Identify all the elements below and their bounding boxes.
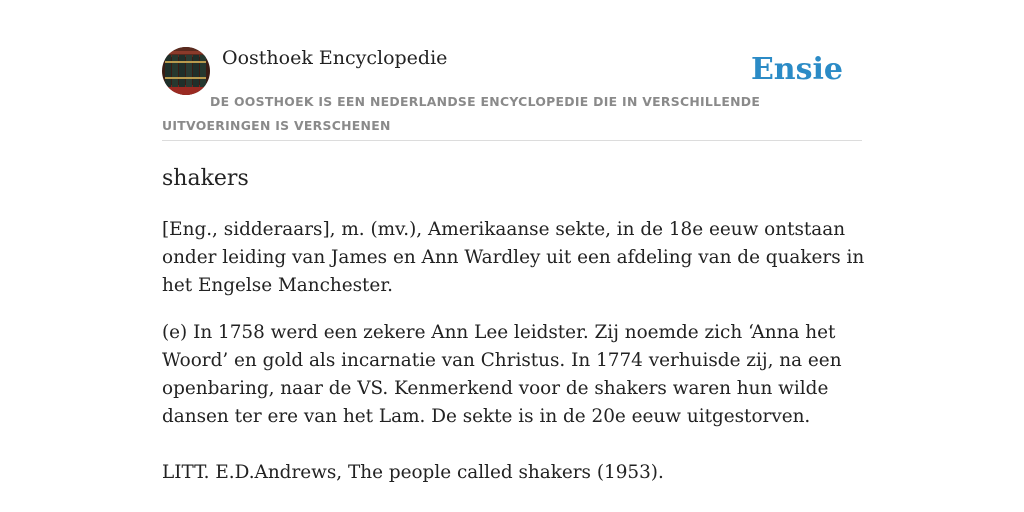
entry-paragraph: (e) In 1758 werd een zekere Ann Lee leidster. Zij noemde zich ‘Anna het Woord’ en gold als incarnatie van Christus. In 1774 verhuisde zij, na een openbaring, naar de VS. Kenmerkend voor de shakers waren hun wilde dansen ter ere van het Lam. De sekte is in de 20e eeuw uitgestorven. xyxy=(162,322,842,427)
brand-logo-link[interactable]: Ensie xyxy=(750,52,843,87)
source-avatar[interactable] xyxy=(162,47,210,95)
entry-body xyxy=(162,216,870,506)
entry-paragraph: [Eng., sidderaars], m. (mv.), Amerikaanse sekte, in de 18e eeuw ontstaan onder leiding van James en Ann Wardley uit een afdeling van de quakers in het Engelse Manchester. xyxy=(162,219,865,296)
entry-literature: LITT. E.D.Andrews, The people called shakers (1953). xyxy=(162,462,664,483)
source-description: DE OOSTHOEK IS EEN NEDERLANDSE ENCYCLOPEDIE DIE IN VERSCHILLENDE UITVOERINGEN IS VERSCHENEN xyxy=(162,94,761,133)
entry-term: shakers xyxy=(162,166,249,191)
book-spines-icon xyxy=(162,47,210,95)
source-title[interactable]: Oosthoek Encyclopedie xyxy=(222,47,448,69)
source-header xyxy=(162,46,862,141)
